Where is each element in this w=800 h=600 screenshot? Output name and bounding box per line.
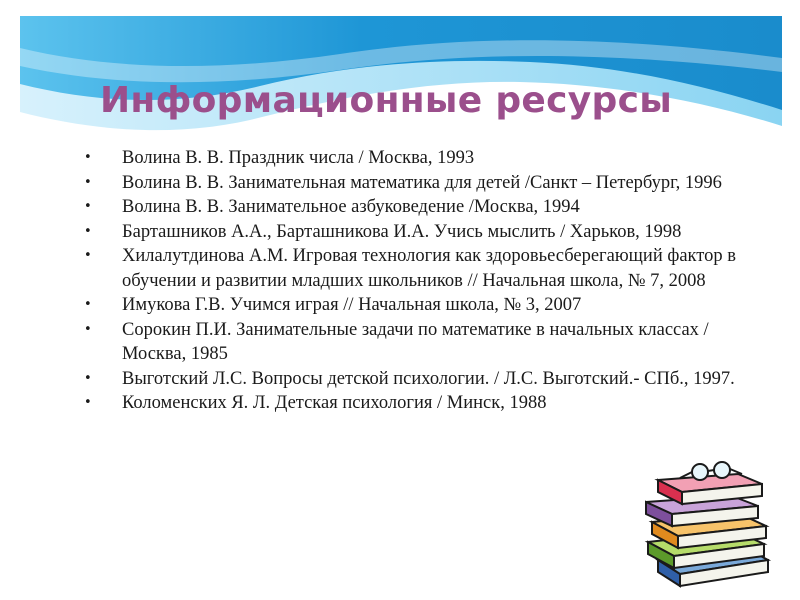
references-list xyxy=(70,146,745,416)
list-item xyxy=(70,244,745,293)
list-item xyxy=(70,195,745,220)
books-stack-icon xyxy=(618,456,782,588)
bullet-icon: • xyxy=(84,223,92,239)
reference-text: Волина В. В. Занимательная математика для детей /Санкт – Петербург, 1996 xyxy=(122,172,722,193)
reference-text: Волина В. В. Праздник числа / Москва, 1993 xyxy=(122,148,475,168)
list-item xyxy=(70,391,745,416)
list-item xyxy=(70,367,745,392)
reference-text: Волина В. В. Занимательное азбуковедение /Москва, 1994 xyxy=(122,197,580,217)
list-item xyxy=(70,318,745,367)
bullet-icon: • xyxy=(84,321,92,337)
bullet-icon: • xyxy=(84,174,92,190)
reference-text: Коломенских Я. Л. Детская психология / Минск, 1988 xyxy=(122,393,547,413)
bullet-icon: • xyxy=(84,395,92,410)
list-item xyxy=(70,220,745,245)
bullet-icon: • xyxy=(84,199,92,214)
list-item xyxy=(70,146,745,171)
bullet-icon: • xyxy=(84,248,92,263)
reference-text: Имукова Г.В. Учимся играя // Начальная школа, № 3, 2007 xyxy=(122,295,582,315)
list-item xyxy=(70,171,745,196)
bullet-icon: • xyxy=(84,297,92,312)
wave-header-decoration xyxy=(0,0,800,150)
reference-text: Выготский Л.С. Вопросы детской психологии. / Л.С. Выготский.- СПб., 1997. xyxy=(122,368,735,389)
bullet-icon: • xyxy=(84,150,92,165)
bullet-icon: • xyxy=(84,370,92,386)
list-item xyxy=(70,293,745,318)
slide-title: Информационные ресурсы xyxy=(100,80,673,121)
reference-text: Хилалутдинова А.М. Игровая технология как здоровьесберегающий фактор в обучении и развитии младших школьников // Начальная школа, № 7, 2008 xyxy=(122,246,736,291)
reference-text: Барташников А.А., Барташникова И.А. Учись мыслить / Харьков, 1998 xyxy=(122,221,682,242)
reference-text: Сорокин П.И. Занимательные задачи по математике в начальных классах / Москва, 1985 xyxy=(122,319,709,364)
